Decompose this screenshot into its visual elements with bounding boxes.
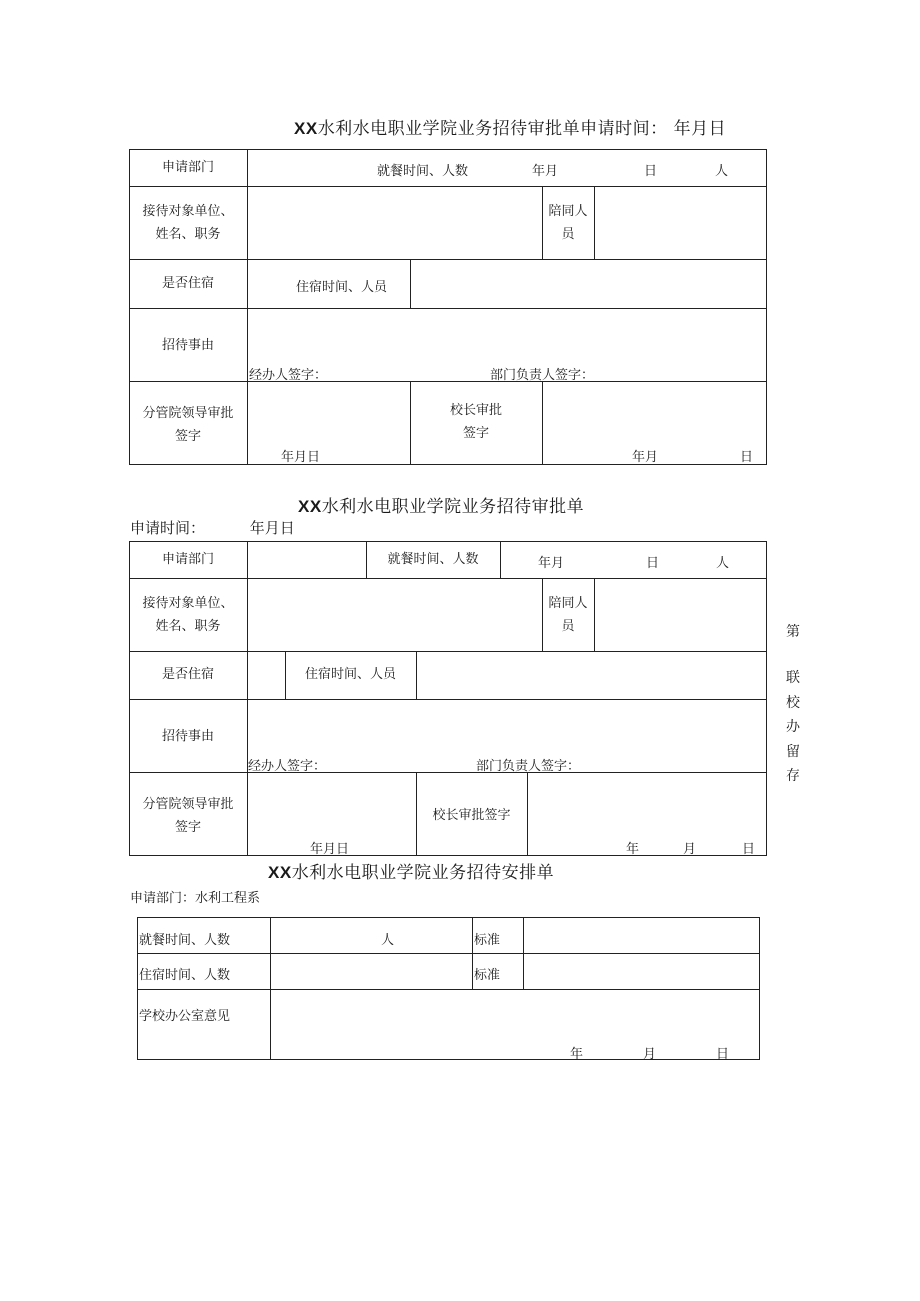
form3-lodging-label: 住宿时间、人数 bbox=[139, 968, 231, 983]
form3-standard-label-1: 标准 bbox=[474, 933, 501, 948]
form2-guest-line2: 姓名、职务 bbox=[155, 619, 221, 634]
form2-date-year: 年 bbox=[626, 842, 640, 857]
form1-guest-line1: 接待对象单位、 bbox=[142, 204, 234, 219]
form1-escort-line1: 陪同人 bbox=[548, 204, 588, 219]
form2-title-text: 水利水电职业学院业务招待审批单 bbox=[321, 497, 585, 517]
form1-title-prefix: XX bbox=[294, 119, 318, 138]
form2-apply-time-value: 年月日 bbox=[249, 519, 295, 537]
form3-title-prefix: XX bbox=[268, 863, 292, 882]
form1-leader-line1: 分管院领导审批 bbox=[142, 406, 234, 421]
form2-president-label: 校长审批签字 bbox=[432, 808, 511, 823]
form1-guest-label bbox=[129, 200, 247, 246]
side-char: 存 bbox=[786, 768, 800, 784]
form2-leader-date: 年月日 bbox=[310, 842, 350, 857]
form1-handler-sign: 经办人签字： bbox=[249, 368, 328, 383]
form2-guest-label bbox=[129, 592, 247, 638]
side-char: 校 bbox=[786, 695, 800, 711]
form1-leader-line2: 签字 bbox=[174, 429, 201, 444]
form2-leader-label bbox=[129, 793, 247, 839]
form2-escort-line2: 员 bbox=[561, 619, 575, 634]
form1-title bbox=[294, 114, 726, 139]
form2-escort-line1: 陪同人 bbox=[548, 596, 588, 611]
form1-meal-day: 日 bbox=[644, 164, 658, 179]
form2-meal-label: 就餐时间、人数 bbox=[387, 552, 479, 567]
form1-escort-label bbox=[542, 200, 594, 246]
form1-president-line2: 签字 bbox=[462, 426, 489, 441]
side-char: 留 bbox=[786, 744, 800, 760]
form3-date-year: 年 bbox=[570, 1047, 584, 1062]
form2-meal-people: 人 bbox=[716, 556, 730, 571]
form1-reason-label: 招待事由 bbox=[161, 338, 214, 353]
form1-president-day: 日 bbox=[740, 450, 754, 465]
form3-title bbox=[268, 858, 554, 883]
form1-lodging-time-label: 住宿时间、人员 bbox=[296, 280, 388, 295]
form3-date-day: 日 bbox=[716, 1047, 730, 1062]
form2-title-prefix: XX bbox=[298, 497, 322, 516]
form1-president-year-month: 年月 bbox=[632, 450, 659, 465]
form3-standard-label-2: 标准 bbox=[474, 968, 501, 983]
form1-lodging-label: 是否住宿 bbox=[161, 276, 214, 291]
form2-dept-head-sign: 部门负责人签字： bbox=[476, 759, 581, 774]
form2-apply-time-label: 申请时间： bbox=[130, 519, 206, 537]
form3-meal-label: 就餐时间、人数 bbox=[139, 933, 231, 948]
form1-leader-date: 年月日 bbox=[281, 450, 321, 465]
side-char: 办 bbox=[786, 719, 800, 735]
form2-escort-label bbox=[542, 592, 594, 638]
form2-handler-sign: 经办人签字： bbox=[248, 759, 327, 774]
form2-date-month: 月 bbox=[683, 842, 697, 857]
form1-president-label bbox=[410, 399, 542, 445]
form2-guest-line1: 接待对象单位、 bbox=[142, 596, 234, 611]
form3-dept-line: 申请部门：水利工程系 bbox=[130, 891, 261, 906]
form2-lodging-time-label: 住宿时间、人员 bbox=[304, 667, 396, 682]
form1-escort-line2: 员 bbox=[561, 227, 575, 242]
form2-reason-label: 招待事由 bbox=[161, 729, 214, 744]
form3-office-opinion-label: 学校办公室意见 bbox=[139, 1009, 231, 1024]
form2-lodging-label: 是否住宿 bbox=[161, 667, 214, 682]
form2-date-day: 日 bbox=[742, 842, 756, 857]
form2-meal-year-month: 年月 bbox=[538, 556, 565, 571]
form3-title-text: 水利水电职业学院业务招待安排单 bbox=[291, 863, 555, 883]
side-char: 联 bbox=[786, 670, 800, 686]
form1-president-line1: 校长审批 bbox=[449, 403, 502, 418]
form3-meal-people: 人 bbox=[381, 933, 395, 948]
form2-leader-line1: 分管院领导审批 bbox=[142, 797, 234, 812]
form1-guest-line2: 姓名、职务 bbox=[155, 227, 221, 242]
form1-meal-year-month: 年月 bbox=[532, 164, 559, 179]
form2-leader-line2: 签字 bbox=[174, 820, 201, 835]
form1-meal-label: 就餐时间、人数 bbox=[377, 164, 469, 179]
side-char: 第 bbox=[786, 624, 800, 640]
form1-leader-label bbox=[129, 402, 247, 448]
form1-meal-people: 人 bbox=[715, 164, 729, 179]
form2-title bbox=[298, 492, 584, 517]
form1-title-text: 水利水电职业学院业务招待审批单申请时间： 年月日 bbox=[317, 119, 727, 139]
form2-dept-label: 申请部门 bbox=[161, 552, 214, 567]
form1-dept-label: 申请部门 bbox=[161, 160, 214, 175]
form2-apply-time bbox=[130, 517, 295, 538]
form1-dept-head-sign: 部门负责人签字： bbox=[490, 368, 595, 383]
form2-meal-day: 日 bbox=[646, 556, 660, 571]
form3-date-month: 月 bbox=[643, 1047, 657, 1062]
